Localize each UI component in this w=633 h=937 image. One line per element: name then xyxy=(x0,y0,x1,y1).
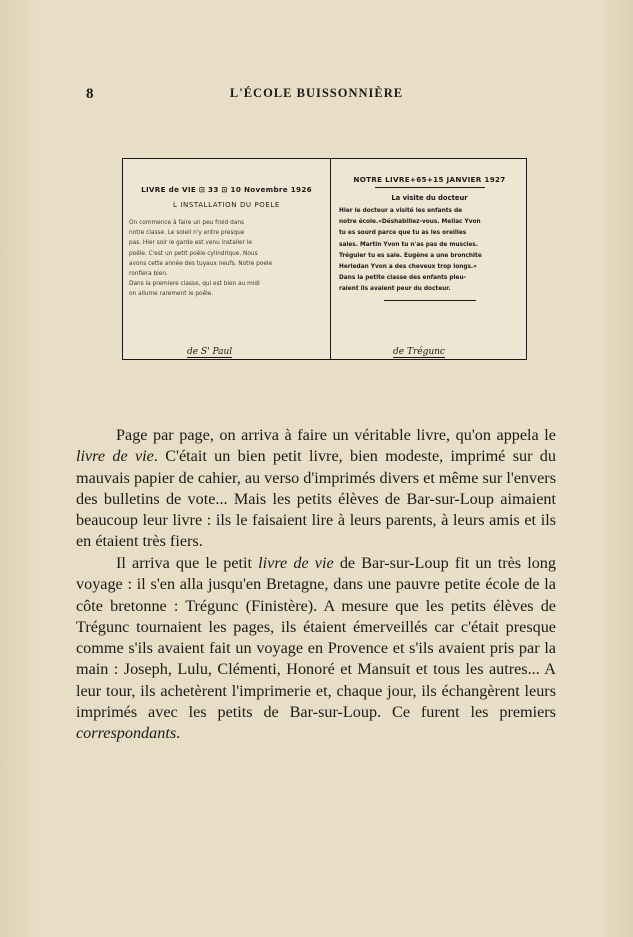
emphasis: livre de vie xyxy=(258,554,334,572)
paragraph-text: . xyxy=(176,724,181,743)
paragraph-text: de Bar-sur-Loup fit un très long voyage : il s'en alla jusqu'en Bretagne, dans une pauvre petite école de la côte bretonne : Trégunc (Finistère). A mesure que les petits élèves de Trégunc tournaient les pages, ils étaient émerveillés car c'était presque comme s'ils avaient fait un voyage en Provence et s'ils avaient pris par la main : Joseph, Lulu, Clémenti, Honoré et Mansuit et tous les autres... A leur tour, ils achetèrent l'imprimerie et, chaque jour, ils échangèrent leurs imprimés avec les petits de Bar-sur-Loup. Ce furent les premiers xyxy=(76,554,556,722)
paragraph-text: . C'était un bien petit livre, bien modeste, imprimé sur du mauvais papier de cahier, au verso d'imprimés divers et même sur l'envers des bulletins de vote... Mais les petits élèves de Bar-sur-Loup aimaient beaucoup leur livre : ils le faisaient lire à leurs parents, à leurs amis et ils en étaient très fiers. xyxy=(76,447,556,551)
panel-line: On commence à faire un peu froid dans xyxy=(129,220,245,226)
signature-text: de Trégunc xyxy=(393,347,445,357)
notre-livre-page xyxy=(331,159,526,359)
paragraph-text: Page par page, on arriva à faire un véritable livre, qu'on appela le xyxy=(116,426,556,444)
page-number: 8 xyxy=(86,86,94,102)
signature xyxy=(393,347,445,357)
panel-line: sales. Martin Yvon tu n'as pas de muscles. xyxy=(339,241,478,248)
paragraph xyxy=(76,553,556,745)
panel-header: LIVRE de VIE ⊡ 33 ⊡ 10 Novembre 1926 xyxy=(141,185,312,194)
panel-line: Herledan Yvon a des cheveux trop longs.» xyxy=(339,264,477,271)
panel-line: avons cette année des tuyaux neufs. Notre poele xyxy=(129,260,273,267)
paragraph-text: Il arriva que le petit xyxy=(116,554,259,572)
panel-line: notre classe. Le soleil n'y entre presque xyxy=(129,230,245,237)
panel-line: pas. Hier soir le garde est venu installer le xyxy=(129,240,252,247)
panel-line: Dans la premiere classe, qui est bien au midi xyxy=(129,281,260,288)
panel-line: Tréguier tu es sale. Eugène a une bronchite xyxy=(339,252,482,259)
panel-line: on allume rarement le poêle. xyxy=(129,291,214,298)
livre-de-vie-page xyxy=(123,159,331,359)
emphasis: livre de vie xyxy=(76,447,154,466)
panel-text xyxy=(339,206,520,296)
divider xyxy=(384,300,476,301)
emphasis: correspondants xyxy=(76,724,177,743)
signature-text: de S' Paul xyxy=(187,347,233,357)
panel-header: NOTRE LIVRE+65+15 JANVIER 1927 xyxy=(353,175,506,184)
panel-line: poêle. C'est un petit poêle cylindrique. Nous xyxy=(129,250,258,257)
printed-pages-figure xyxy=(122,158,527,360)
panel-line: ronflera bien. xyxy=(129,271,168,278)
panel-line: Hier le docteur a visité les enfants de xyxy=(339,208,463,214)
panel-text xyxy=(129,218,324,300)
panel-line: raient ils avaient peur du docteur. xyxy=(339,286,451,293)
paragraph xyxy=(76,425,556,553)
panel-subtitle: La visite du docteur xyxy=(391,194,468,202)
panel-line: Dans la petite classe des enfants pleu- xyxy=(339,275,466,282)
divider xyxy=(375,187,485,188)
panel-line: tu es sourd parce que tu as les oreilles xyxy=(339,230,467,237)
signature xyxy=(187,347,232,357)
panel-subtitle: L INSTALLATION DU POELE xyxy=(173,201,280,209)
panel-line: notre école.«Déshabillez-vous. Mellac Yvon xyxy=(339,219,481,226)
running-title: L'ÉCOLE BUISSONNIÈRE xyxy=(229,86,404,100)
